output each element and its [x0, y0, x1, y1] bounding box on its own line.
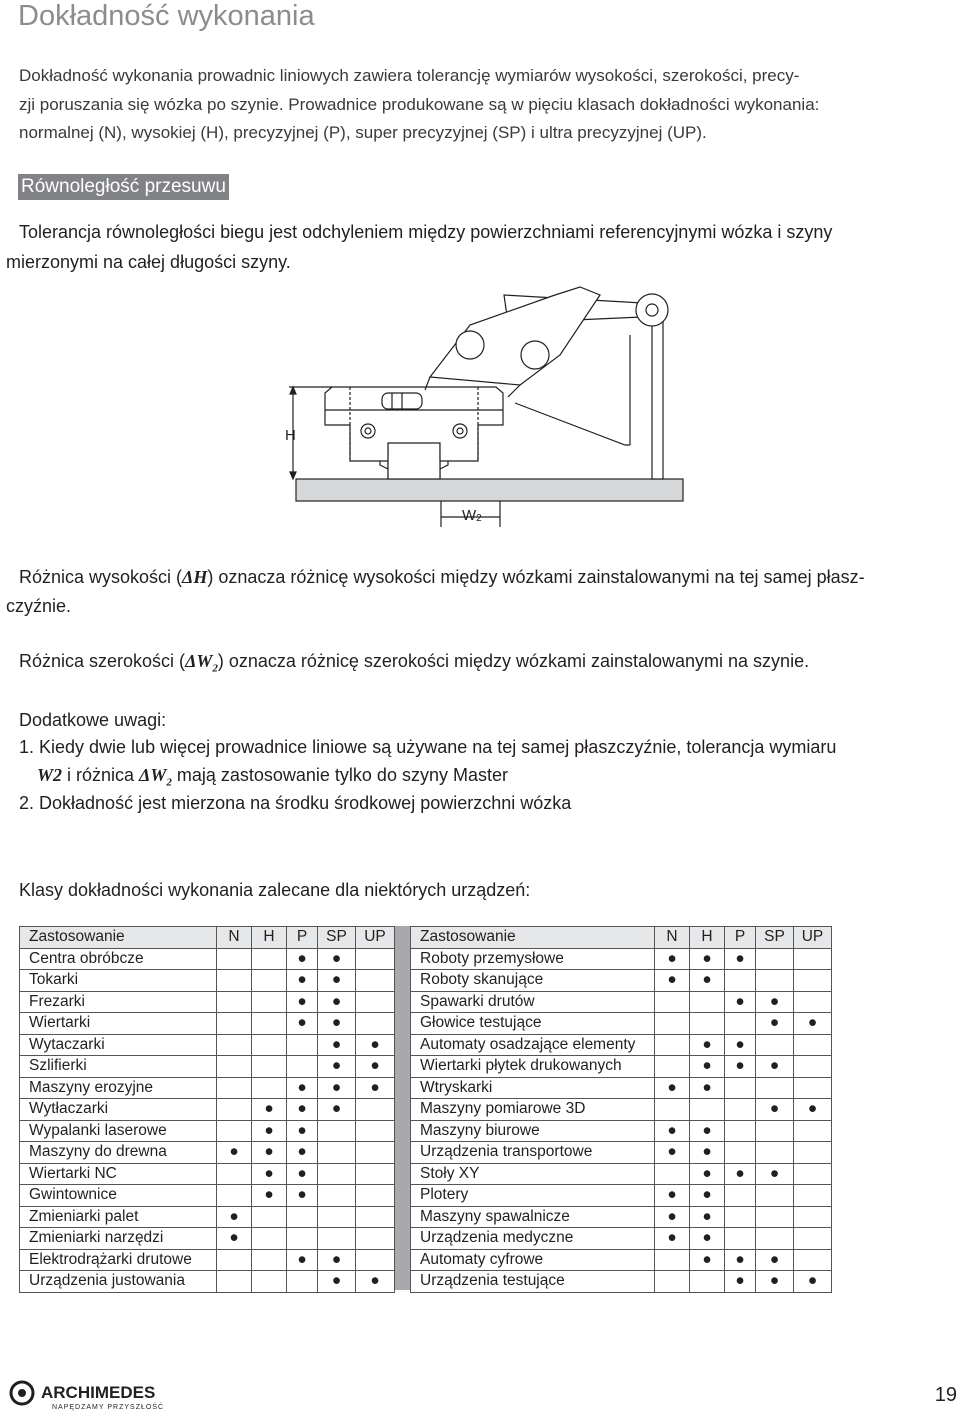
empty-cell — [318, 1185, 356, 1207]
table-header-row — [20, 927, 395, 949]
empty-cell — [217, 1163, 252, 1185]
empty-cell — [217, 970, 252, 992]
empty-cell — [217, 1034, 252, 1056]
recommended-dot: ● — [690, 970, 725, 992]
empty-cell — [690, 991, 725, 1013]
empty-cell — [217, 1013, 252, 1035]
application-name: Tokarki — [20, 970, 217, 992]
empty-cell — [794, 1185, 832, 1207]
recommended-dot: ● — [725, 1271, 756, 1293]
label-h: H — [285, 427, 296, 444]
table-row — [411, 1206, 832, 1228]
recommended-dot: ● — [794, 1271, 832, 1293]
recommended-dot: ● — [217, 1206, 252, 1228]
empty-cell — [356, 1163, 395, 1185]
empty-cell — [252, 948, 287, 970]
empty-cell — [252, 1013, 287, 1035]
empty-cell — [356, 970, 395, 992]
empty-cell — [794, 1228, 832, 1250]
empty-cell — [794, 1077, 832, 1099]
empty-cell — [655, 1056, 690, 1078]
empty-cell — [794, 991, 832, 1013]
table-title: Klasy dokładności wykonania zalecane dla niektórych urządzeń: — [19, 880, 531, 900]
application-name: Maszyny do drewna — [20, 1142, 217, 1164]
empty-cell — [356, 1249, 395, 1271]
recommended-dot: ● — [287, 970, 318, 992]
application-name: Centra obróbcze — [20, 948, 217, 970]
recommended-dot: ● — [356, 1034, 395, 1056]
recommended-dot: ● — [794, 1099, 832, 1121]
recommended-dot: ● — [318, 1099, 356, 1121]
recommended-dot: ● — [287, 1013, 318, 1035]
empty-cell — [725, 1228, 756, 1250]
recommended-dot: ● — [318, 948, 356, 970]
intro-line: normalnej (N), wysokiej (H), precyzyjnej (P), super precyzyjnej (SP) i ultra precyzyjnej (UP). — [19, 123, 707, 142]
empty-cell — [356, 1142, 395, 1164]
table-row — [411, 970, 832, 992]
table-row — [20, 991, 395, 1013]
table-row — [411, 991, 832, 1013]
empty-cell — [356, 991, 395, 1013]
table-row — [20, 1120, 395, 1142]
empty-cell — [725, 1185, 756, 1207]
empty-cell — [217, 991, 252, 1013]
application-name: Maszyny spawalnicze — [411, 1206, 655, 1228]
empty-cell — [794, 1120, 832, 1142]
empty-cell — [217, 1120, 252, 1142]
intro-line: zji poruszania się wózka po szynie. Prowadnice produkowane są w pięciu klasach dokładności wykonania: — [19, 94, 820, 114]
recommended-dot: ● — [655, 1206, 690, 1228]
recommended-dot: ● — [690, 948, 725, 970]
empty-cell — [252, 1271, 287, 1293]
recommended-dot: ● — [725, 991, 756, 1013]
recommended-dot: ● — [690, 1077, 725, 1099]
table-row — [20, 1034, 395, 1056]
table-header-cell: H — [690, 927, 725, 949]
empty-cell — [725, 1013, 756, 1035]
application-name: Stoły XY — [411, 1163, 655, 1185]
empty-cell — [252, 1206, 287, 1228]
empty-cell — [756, 970, 794, 992]
recommended-dot: ● — [252, 1099, 287, 1121]
recommended-dot: ● — [756, 1013, 794, 1035]
recommended-dot: ● — [655, 1077, 690, 1099]
recommended-dot: ● — [756, 1163, 794, 1185]
empty-cell — [252, 1056, 287, 1078]
empty-cell — [756, 1077, 794, 1099]
recommended-dot: ● — [655, 1185, 690, 1207]
recommended-dot: ● — [287, 1120, 318, 1142]
table-row — [411, 1077, 832, 1099]
empty-cell — [756, 1120, 794, 1142]
empty-cell — [252, 1228, 287, 1250]
recommended-dot: ● — [287, 991, 318, 1013]
section-heading: Równoległość przesuwu — [18, 174, 229, 200]
empty-cell — [217, 948, 252, 970]
recommended-dot: ● — [287, 1077, 318, 1099]
table-row — [20, 948, 395, 970]
table-row — [411, 1228, 832, 1250]
application-name: Szlifierki — [20, 1056, 217, 1078]
empty-cell — [725, 1120, 756, 1142]
table-header-cell: UP — [794, 927, 832, 949]
application-name: Automaty osadzające elementy — [411, 1034, 655, 1056]
empty-cell — [356, 1013, 395, 1035]
empty-cell — [690, 1013, 725, 1035]
table-row — [20, 1142, 395, 1164]
recommended-dot: ● — [725, 1056, 756, 1078]
page-title: Dokładność wykonania — [18, 0, 315, 32]
recommended-dot: ● — [690, 1206, 725, 1228]
empty-cell — [318, 1206, 356, 1228]
table-row — [20, 1163, 395, 1185]
table-row — [411, 1142, 832, 1164]
application-name: Elektrodrążarki drutowe — [20, 1249, 217, 1271]
table-row — [411, 1099, 832, 1121]
recommended-dot: ● — [318, 1271, 356, 1293]
table-row — [411, 1249, 832, 1271]
recommended-dot: ● — [318, 1013, 356, 1035]
application-name: Urządzenia justowania — [20, 1271, 217, 1293]
recommended-dot: ● — [356, 1077, 395, 1099]
application-name: Maszyny biurowe — [411, 1120, 655, 1142]
recommended-dot: ● — [217, 1228, 252, 1250]
empty-cell — [252, 970, 287, 992]
empty-cell — [252, 1249, 287, 1271]
application-name: Wypalanki laserowe — [20, 1120, 217, 1142]
table-row — [20, 1056, 395, 1078]
application-name: Maszyny pomiarowe 3D — [411, 1099, 655, 1121]
empty-cell — [690, 1099, 725, 1121]
application-name: Frezarki — [20, 991, 217, 1013]
empty-cell — [756, 1228, 794, 1250]
table-divider — [394, 926, 410, 1290]
empty-cell — [287, 1034, 318, 1056]
notes-title: Dodatkowe uwagi: — [19, 710, 167, 730]
table-header-cell: P — [725, 927, 756, 949]
recommended-dot: ● — [287, 1249, 318, 1271]
recommended-dot: ● — [252, 1185, 287, 1207]
accuracy-table-right — [410, 926, 832, 1293]
recommended-dot: ● — [725, 1034, 756, 1056]
empty-cell — [655, 1099, 690, 1121]
table-row — [411, 1013, 832, 1035]
empty-cell — [356, 1120, 395, 1142]
recommended-dot: ● — [655, 970, 690, 992]
recommended-dot: ● — [252, 1163, 287, 1185]
recommended-dot: ● — [287, 1142, 318, 1164]
recommended-dot: ● — [318, 1034, 356, 1056]
recommended-dot: ● — [287, 1185, 318, 1207]
empty-cell — [756, 948, 794, 970]
recommended-dot: ● — [725, 948, 756, 970]
empty-cell — [655, 1249, 690, 1271]
recommended-dot: ● — [217, 1142, 252, 1164]
empty-cell — [217, 1077, 252, 1099]
recommended-dot: ● — [756, 1099, 794, 1121]
table-header-row — [411, 927, 832, 949]
application-name: Urządzenia testujące — [411, 1271, 655, 1293]
delta-w-text: Różnica szerokości $(\Delta W_2)$ oznacza różnicę szerokości między wózkami zainstalowanymi na szynie. — [19, 651, 810, 675]
empty-cell — [794, 1142, 832, 1164]
recommended-dot: ● — [287, 948, 318, 970]
empty-cell — [756, 1034, 794, 1056]
note-1-cont: W2 i różnica $\Delta W_2$ mają zastosowanie tylko do szyny Master — [37, 765, 508, 789]
table-header-cell: Zastosowanie — [411, 927, 655, 949]
delta-h-text-cont: czyźnie. — [6, 596, 72, 616]
recommended-dot: ● — [287, 1163, 318, 1185]
empty-cell — [217, 1185, 252, 1207]
empty-cell — [725, 1077, 756, 1099]
empty-cell — [356, 1228, 395, 1250]
recommended-dot: ● — [690, 1034, 725, 1056]
empty-cell — [287, 1271, 318, 1293]
intro-paragraph — [19, 62, 949, 148]
application-name: Zmieniarki narzędzi — [20, 1228, 217, 1250]
empty-cell — [655, 1271, 690, 1293]
application-name: Gwintownice — [20, 1185, 217, 1207]
application-name: Plotery — [411, 1185, 655, 1207]
table-row — [411, 1185, 832, 1207]
recommended-dot: ● — [252, 1142, 287, 1164]
recommended-dot: ● — [655, 948, 690, 970]
recommended-dot: ● — [655, 1228, 690, 1250]
empty-cell — [725, 970, 756, 992]
recommended-dot: ● — [318, 1056, 356, 1078]
recommended-dot: ● — [690, 1249, 725, 1271]
recommended-dot: ● — [725, 1163, 756, 1185]
empty-cell — [794, 1056, 832, 1078]
table-header-cell: N — [655, 927, 690, 949]
recommended-dot: ● — [318, 970, 356, 992]
table-row — [20, 1077, 395, 1099]
recommended-dot: ● — [690, 1185, 725, 1207]
application-name: Zmieniarki palet — [20, 1206, 217, 1228]
table-row — [411, 1120, 832, 1142]
empty-cell — [252, 1034, 287, 1056]
svg-text:ARCHIMEDES: ARCHIMEDES — [41, 1383, 156, 1402]
archimedes-logo — [8, 1378, 183, 1417]
recommended-dot: ● — [356, 1056, 395, 1078]
application-name: Głowice testujące — [411, 1013, 655, 1035]
empty-cell — [217, 1099, 252, 1121]
empty-cell — [725, 1099, 756, 1121]
empty-cell — [794, 970, 832, 992]
delta-h-text: Różnica wysokości (ΔH) oznacza różnicę wysokości między wózkami zainstalowanymi na tej samej płasz- — [19, 567, 865, 587]
empty-cell — [217, 1056, 252, 1078]
empty-cell — [655, 1013, 690, 1035]
recommended-dot: ● — [725, 1249, 756, 1271]
empty-cell — [356, 1185, 395, 1207]
application-name: Wytłaczarki — [20, 1099, 217, 1121]
empty-cell — [318, 1120, 356, 1142]
recommended-dot: ● — [794, 1013, 832, 1035]
recommended-dot: ● — [252, 1120, 287, 1142]
empty-cell — [655, 991, 690, 1013]
table-header-cell: P — [287, 927, 318, 949]
recommended-dot: ● — [690, 1142, 725, 1164]
table-row — [20, 1271, 395, 1293]
empty-cell — [318, 1228, 356, 1250]
recommended-dot: ● — [356, 1271, 395, 1293]
recommended-dot: ● — [318, 991, 356, 1013]
table-row — [411, 948, 832, 970]
recommended-dot: ● — [655, 1142, 690, 1164]
empty-cell — [217, 1249, 252, 1271]
note-2: 2. Dokładność jest mierzona na środku środkowej powierzchni wózka — [19, 793, 572, 813]
empty-cell — [756, 1142, 794, 1164]
application-name: Spawarki drutów — [411, 991, 655, 1013]
recommended-dot: ● — [690, 1163, 725, 1185]
table-row — [20, 1249, 395, 1271]
parallel-text-line: Tolerancja równoległości biegu jest odchyleniem między powierzchniami referencyjnymi wózka i szyny — [19, 222, 833, 242]
parallel-text-line: mierzonymi na całej długości szyny. — [6, 252, 291, 272]
empty-cell — [655, 1163, 690, 1185]
table-row — [20, 1228, 395, 1250]
intro-line: Dokładność wykonania prowadnic liniowych zawiera tolerancję wymiarów wysokości, szerokości, precy- — [19, 66, 800, 85]
table-row — [20, 970, 395, 992]
application-name: Urządzenia transportowe — [411, 1142, 655, 1164]
empty-cell — [252, 991, 287, 1013]
table-row — [411, 1034, 832, 1056]
empty-cell — [690, 1271, 725, 1293]
empty-cell — [794, 1034, 832, 1056]
note-1: 1. Kiedy dwie lub więcej prowadnice liniowe są używane na tej samej płaszczyźnie, tolerancja wymiaru — [19, 737, 837, 757]
empty-cell — [318, 1163, 356, 1185]
empty-cell — [725, 1206, 756, 1228]
recommended-dot: ● — [287, 1099, 318, 1121]
svg-text:NAPĘDZAMY PRZYSZŁOŚĆ: NAPĘDZAMY PRZYSZŁOŚĆ — [52, 1404, 165, 1411]
recommended-dot: ● — [318, 1077, 356, 1099]
empty-cell — [794, 948, 832, 970]
empty-cell — [756, 1185, 794, 1207]
application-name: Automaty cyfrowe — [411, 1249, 655, 1271]
recommended-dot: ● — [690, 1056, 725, 1078]
recommended-dot: ● — [756, 1271, 794, 1293]
recommended-dot: ● — [690, 1120, 725, 1142]
empty-cell — [356, 1206, 395, 1228]
application-name: Wtryskarki — [411, 1077, 655, 1099]
table-row — [411, 1056, 832, 1078]
empty-cell — [756, 1206, 794, 1228]
table-header-cell: Zastosowanie — [20, 927, 217, 949]
empty-cell — [217, 1271, 252, 1293]
empty-cell — [794, 1163, 832, 1185]
table-header-cell: UP — [356, 927, 395, 949]
table-row — [20, 1185, 395, 1207]
table-header-cell: H — [252, 927, 287, 949]
empty-cell — [794, 1249, 832, 1271]
application-name: Maszyny erozyjne — [20, 1077, 217, 1099]
application-name: Wiertarki — [20, 1013, 217, 1035]
recommended-dot: ● — [318, 1249, 356, 1271]
table-row — [411, 1163, 832, 1185]
table-row — [411, 1271, 832, 1293]
table-header-cell: SP — [756, 927, 794, 949]
application-name: Wiertarki NC — [20, 1163, 217, 1185]
empty-cell — [287, 1228, 318, 1250]
measurement-diagram — [280, 265, 700, 530]
empty-cell — [356, 1099, 395, 1121]
application-name: Roboty skanujące — [411, 970, 655, 992]
recommended-dot: ● — [690, 1228, 725, 1250]
accuracy-table-left — [19, 926, 395, 1293]
table-row — [20, 1099, 395, 1121]
application-name: Wytaczarki — [20, 1034, 217, 1056]
empty-cell — [356, 948, 395, 970]
empty-cell — [318, 1142, 356, 1164]
table-row — [20, 1206, 395, 1228]
empty-cell — [287, 1056, 318, 1078]
empty-cell — [655, 1034, 690, 1056]
page-number: 19 — [934, 1384, 957, 1406]
empty-cell — [794, 1206, 832, 1228]
empty-cell — [252, 1077, 287, 1099]
recommended-dot: ● — [655, 1120, 690, 1142]
recommended-dot: ● — [756, 991, 794, 1013]
label-w: W2 — [462, 507, 482, 524]
application-name: Urządzenia medyczne — [411, 1228, 655, 1250]
empty-cell — [287, 1206, 318, 1228]
table-header-cell: N — [217, 927, 252, 949]
recommended-dot: ● — [756, 1249, 794, 1271]
application-name: Roboty przemysłowe — [411, 948, 655, 970]
recommended-dot: ● — [756, 1056, 794, 1078]
empty-cell — [725, 1142, 756, 1164]
table-row — [20, 1013, 395, 1035]
table-header-cell: SP — [318, 927, 356, 949]
application-name: Wiertarki płytek drukowanych — [411, 1056, 655, 1078]
